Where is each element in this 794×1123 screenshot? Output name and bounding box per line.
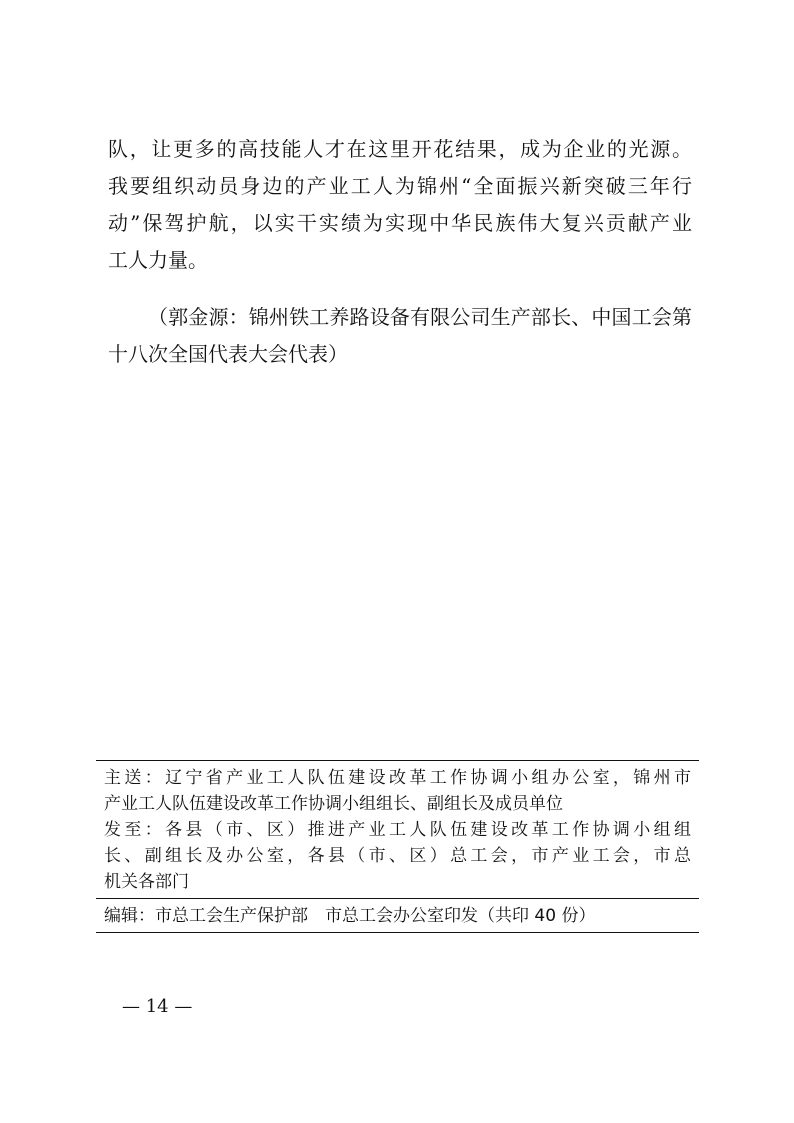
editor-block [96, 899, 699, 932]
bottom-rule [96, 932, 699, 933]
editor-line: 编辑：市总工会生产保护部 市总工会办公室印发（共印 40 份） [104, 906, 596, 926]
article-body [108, 131, 692, 279]
signature-line: 十八次全国代表大会代表） [108, 342, 348, 366]
copy-to-line: 长、副组长及办公室，各县（市、区）总工会，市产业工会，市总 [104, 846, 691, 866]
signature-line: （郭金源：锦州铁工养路设备有限公司生产部长、中国工会第 [148, 305, 692, 329]
body-line: 队，让更多的高技能人才在这里开花结果，成为企业的光源。 [108, 137, 692, 161]
copy-to-line: 发至：各县（市、区）推进产业工人队伍建设改革工作协调小组组 [104, 820, 691, 840]
distribution-box [96, 760, 699, 933]
page-number: — 14 — [122, 996, 193, 1017]
main-send-line: 产业工人队伍建设改革工作协调小组组长、副组长及成员单位 [104, 794, 563, 814]
body-line: 我要组织动员身边的产业工人为锦州“全面振兴新突破三年行 [108, 174, 692, 198]
body-line: 动”保驾护航，以实干实绩为实现中华民族伟大复兴贡献产业 [108, 211, 692, 235]
author-signature [108, 299, 692, 373]
copy-to-line: 机关各部门 [104, 872, 189, 892]
main-send-block [96, 761, 699, 898]
body-line: 工人力量。 [108, 248, 208, 272]
main-send-line: 主送：辽宁省产业工人队伍建设改革工作协调小组办公室，锦州市 [104, 768, 691, 788]
